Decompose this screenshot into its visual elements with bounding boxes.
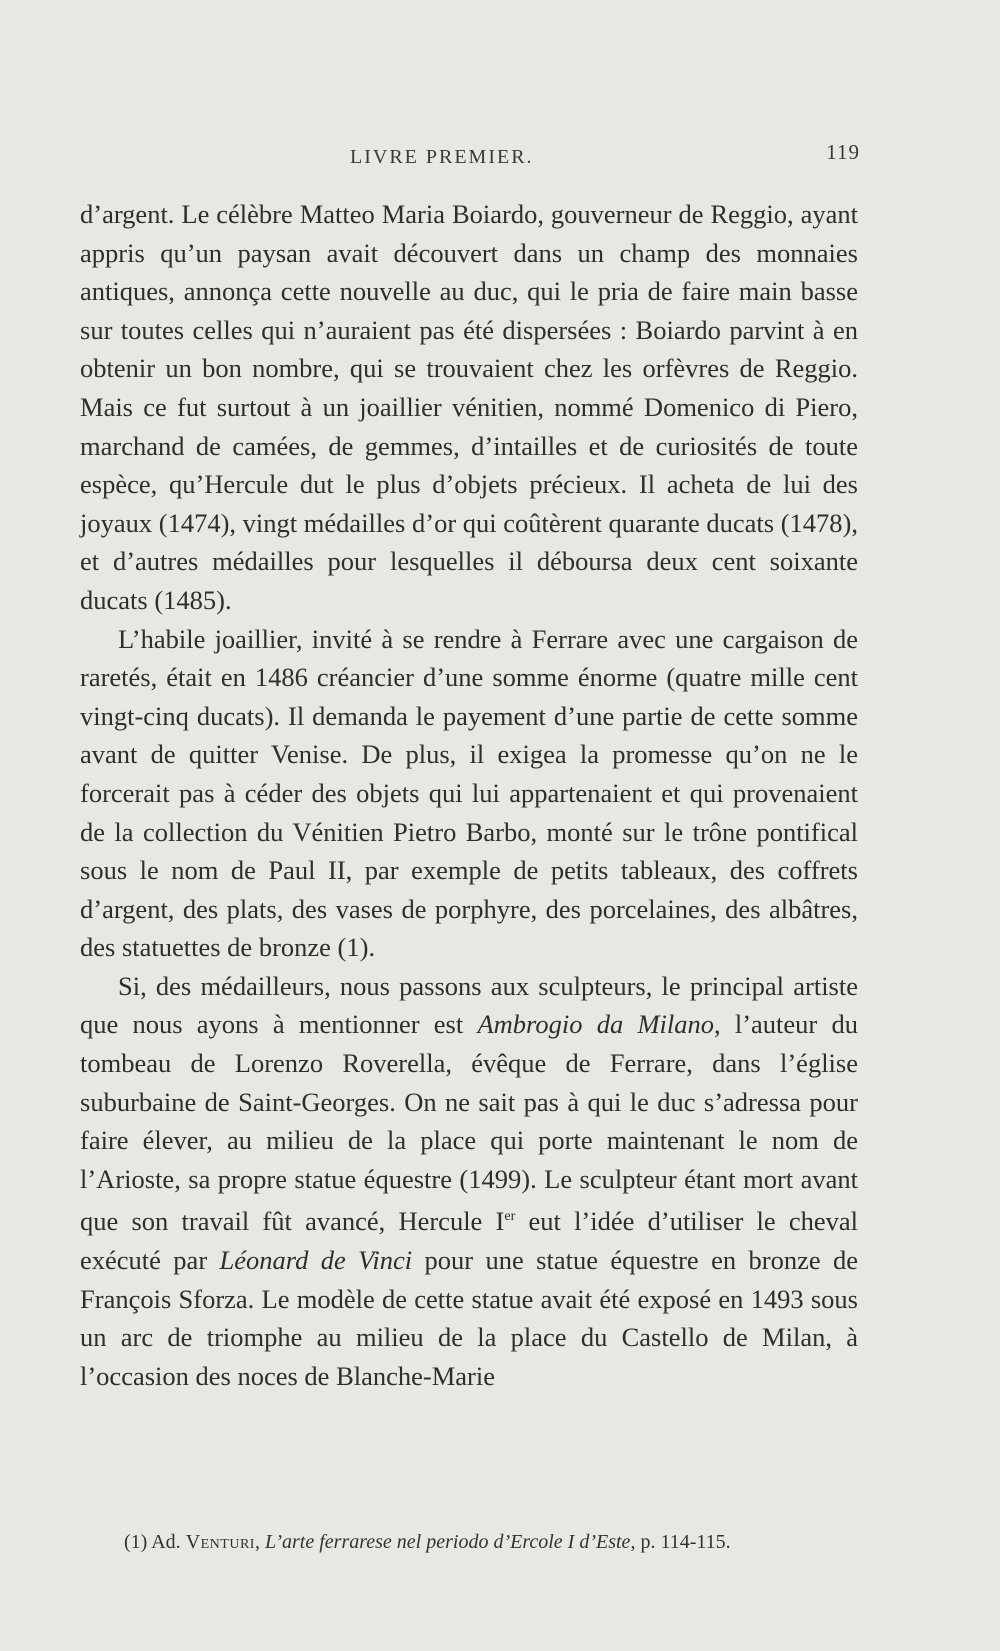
italic-name-leonard: Léonard de Vinci: [219, 1245, 413, 1276]
paragraph-3-text-2: , l’auteur du tombeau de Lorenzo Roverella, évêque de Ferrare, dans l’église suburbaine de Saint-Georges. On ne sait pas à qui le duc s’adressa pour faire élever, au milieu de la place qui porte maintenant le nom de l’Arioste, sa propre statue équestre (1499). Le sculpteur étant mort avant que son travail fût avancé, Hercule I: [80, 1009, 858, 1237]
footnote-author-prefix: Ad.: [151, 1531, 181, 1553]
running-head: [80, 140, 860, 170]
paragraph-3: [80, 967, 858, 1396]
paragraph-3-text-3: eut l’idée d’utiliser le cheval exécuté par: [80, 1206, 858, 1276]
footnote-pages: , p. 114-115.: [630, 1531, 731, 1553]
body-text: [80, 195, 858, 1395]
paragraph-3-text-4: pour une statue équestre en bronze de François Sforza. Le modèle de cette statue avait été exposé en 1493 sous un arc de triomphe au milieu de la place du Castello de Milan, à l’occasion des noces de Blanche-Marie: [80, 1245, 858, 1391]
paragraph-2: L’habile joaillier, invité à se rendre à Ferrare avec une cargaison de raretés, était en 1486 créancier d’une somme énorme (quatre mille cent vingt-cinq ducats). Il demanda le payement d’une partie de cette somme avant de quitter Venise. De plus, il exigea la promesse qu’on ne le forcerait pas à céder des objets qui lui appartenaient et qui provenaient de la collection du Vénitien Pietro Barbo, monté sur le trône pontifical sous le nom de Paul II, par exemple de petits tableaux, des coffrets d’argent, des plats, des vases de porphyre, des porcelaines, des albâtres, des statuettes de bronze (1).: [80, 623, 858, 963]
footnote-separator: ,: [254, 1531, 265, 1553]
footnote-marker: (1): [124, 1531, 148, 1553]
running-title: LIVRE PREMIER.: [350, 146, 534, 168]
paragraph-3-text-1: Si, des médailleurs, nous passons aux sculpteurs, le principal artiste que nous ayons à mentionner est: [80, 970, 858, 1040]
footnote: [124, 1528, 864, 1556]
paragraph-1: d’argent. Le célèbre Matteo Maria Boiardo, gouverneur de Reggio, ayant appris qu’un paysan avait découvert dans un champ des monnaies antiques, annonça cette nouvelle au duc, qui le pria de faire main basse sur toutes celles qui n’auraient pas été dispersées : Boiardo parvint à en obtenir un bon nombre, qui se trouvaient chez les orfèvres de Reggio. Mais ce fut surtout à un joaillier vénitien, nommé Domenico di Piero, marchand de camées, de gemmes, d’intailles et de curiosités de toute espèce, qu’Hercule dut le plus d’objets précieux. Il acheta de lui des joyaux (1474), vingt médailles d’or qui coûtèrent quarante ducats (1478), et d’autres médailles pour lesquelles il déboursa deux cent soixante ducats (1485).: [80, 199, 858, 615]
page-number: 119: [826, 140, 860, 164]
superscript-er: er: [504, 1209, 516, 1225]
footnote-author-name: Venturi: [185, 1531, 255, 1553]
italic-name-ambrogio: Ambrogio da Milano: [477, 1009, 714, 1040]
footnote-title: L’arte ferrarese nel periodo d’Ercole I d’Este: [264, 1531, 631, 1553]
